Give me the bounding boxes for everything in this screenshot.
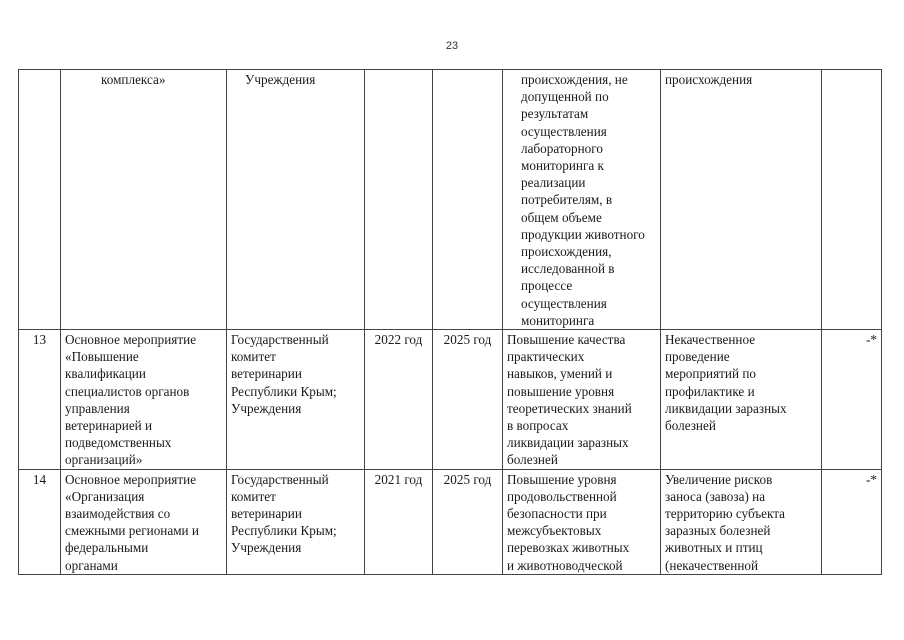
row-number-cell: 14: [19, 469, 61, 574]
row-number-cell: 13: [19, 330, 61, 470]
event-cell: Основное мероприятие «Организация взаимодействия со смежными регионами и федеральными органами: [61, 469, 227, 574]
risk-cell: [822, 70, 882, 330]
page-number: 23: [445, 40, 459, 52]
start-year-cell: 2021 год: [365, 469, 433, 574]
executor-cell: Государственный комитет ветеринарии Республики Крым; Учреждения: [227, 469, 365, 574]
indicator-cell: Повышение качества практических навыков, умений и повышение уровня теоретических знаний в вопросах ликвидации заразных болезней: [503, 330, 661, 470]
event-cell: Основное мероприятие «Повышение квалификации специалистов органов управления ветеринарией и подведомственных организаций»: [61, 330, 227, 470]
table-row: [19, 330, 882, 470]
start-year-cell: 2022 год: [365, 330, 433, 470]
risk-cell: -*: [822, 330, 882, 470]
consequences-cell: Некачественное проведение мероприятий по профилактике и ликвидации заразных болезней: [661, 330, 822, 470]
row-number-cell: [19, 70, 61, 330]
indicator-cell: Повышение уровня продовольственной безопасности при межсубъектовых перевозках животных и животноводческой: [503, 469, 661, 574]
event-cell: комплекса»: [61, 70, 227, 330]
end-year-cell: 2025 год: [433, 330, 503, 470]
consequences-cell: Увеличение рисков заноса (завоза) на территорию субъекта заразных болезней животных и птиц (некачественной: [661, 469, 822, 574]
indicator-cell: происхождения, не допущенной по результатам осуществления лабораторного мониторинга к реализации потребителям, в общем объеме продукции животного происхождения, исследованной в процессе осуществления мониторинга: [503, 70, 661, 330]
executor-cell: Государственный комитет ветеринарии Республики Крым; Учреждения: [227, 330, 365, 470]
table-row: [19, 469, 882, 574]
risk-cell: -*: [822, 469, 882, 574]
executor-cell: Учреждения: [227, 70, 365, 330]
document-table: [18, 69, 882, 575]
end-year-cell: [433, 70, 503, 330]
consequences-cell: происхождения: [661, 70, 822, 330]
end-year-cell: 2025 год: [433, 469, 503, 574]
start-year-cell: [365, 70, 433, 330]
table-row: [19, 70, 882, 330]
